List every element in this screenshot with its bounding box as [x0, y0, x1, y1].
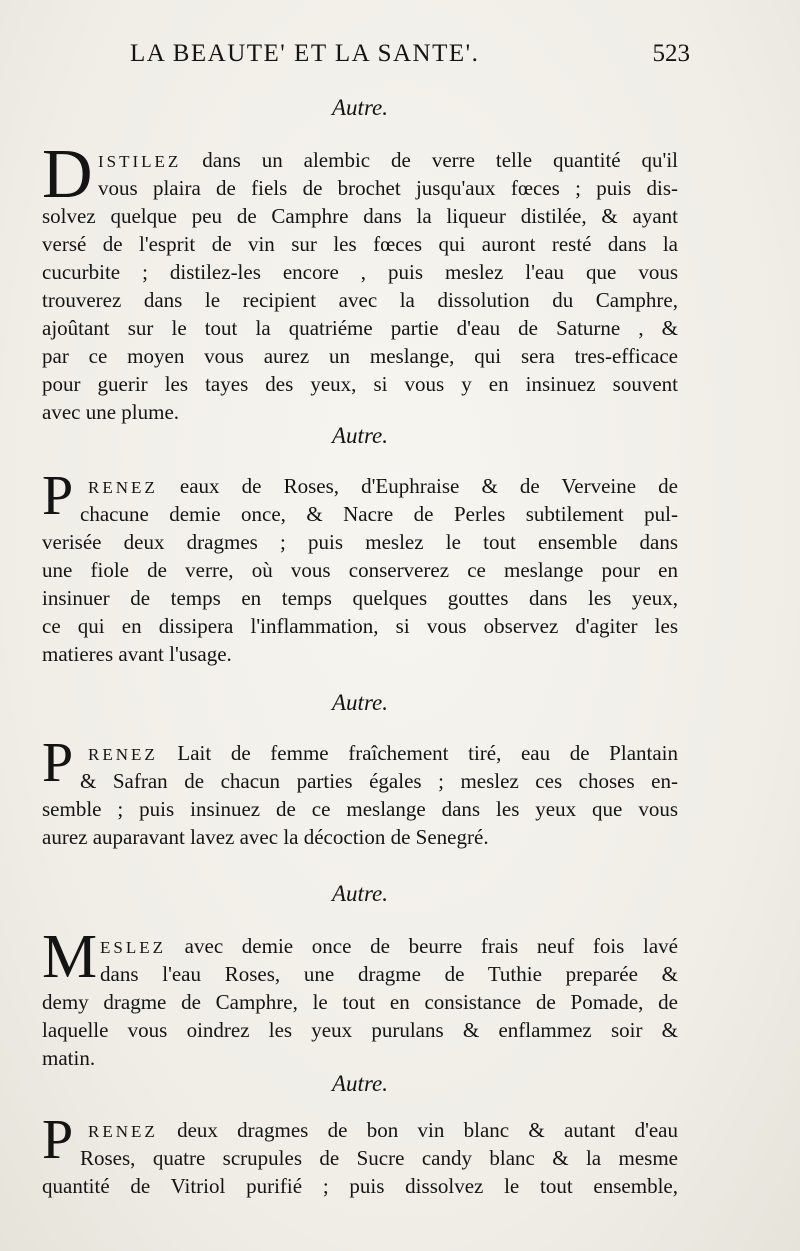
- page-number: 523: [652, 40, 690, 67]
- line-text: Lait de femme fraîchement tiré, eau de Plantain: [177, 741, 679, 765]
- section-heading: Autre.: [332, 423, 388, 448]
- paragraph-line: semble ; puis insinuez de ce meslange dans les yeux que vous: [42, 797, 678, 821]
- paragraph-line: versé de l'esprit de vin sur les fœces qui auront resté dans la: [42, 232, 678, 256]
- paragraph-line: cucurbite ; distilez-les encore , puis meslez l'eau que vous: [42, 260, 678, 284]
- section-heading: Autre.: [332, 95, 388, 120]
- drop-cap-letter: P: [42, 732, 74, 794]
- page-header: [130, 40, 690, 80]
- recipe-paragraph: [42, 923, 679, 1072]
- paragraph-line: Roses, quatre scrupules de Sucre candy blanc & la mesme: [80, 1146, 678, 1170]
- recipe-section: [42, 878, 678, 1072]
- paragraph-line: [42, 932, 678, 960]
- recipe-paragraph: [42, 732, 679, 851]
- opening-word: RENEZ: [88, 745, 158, 764]
- paragraph-line: ce qui en dissipera l'inflammation, si vous observez d'agiter les: [42, 614, 678, 638]
- paragraph-line: & Safran de chacun parties égales ; meslez ces choses en-: [80, 769, 678, 793]
- opening-word: ESLEZ: [100, 938, 166, 957]
- paragraph-line: [42, 739, 678, 767]
- paragraph-line: vous plaira de fiels de brochet jusqu'aux fœces ; puis dis-: [98, 176, 678, 200]
- paragraph-line: avec une plume.: [42, 400, 180, 424]
- opening-word: RENEZ: [88, 478, 158, 497]
- paragraph-line: [42, 1116, 678, 1144]
- paragraph-line: verisée deux dragmes ; puis meslez le tout ensemble dans: [42, 530, 678, 554]
- paragraph-line: laquelle vous oindrez les yeux purulans & enflammez soir &: [42, 1018, 678, 1042]
- recipe-paragraph: [42, 465, 678, 668]
- paragraph-line: solvez quelque peu de Camphre dans la liqueur distilée, & ayant: [42, 204, 678, 228]
- section-heading: Autre.: [332, 690, 388, 715]
- paragraph-line: matieres avant l'usage.: [42, 642, 232, 666]
- paragraph-line: par ce moyen vous aurez un meslange, qui sera tres-efficace: [42, 344, 678, 368]
- paragraph-line: matin.: [42, 1046, 96, 1070]
- drop-cap-letter: P: [42, 1109, 74, 1171]
- recipe-section: [42, 687, 678, 851]
- section-heading: Autre.: [332, 1071, 388, 1096]
- drop-cap-letter: M: [42, 923, 98, 991]
- recipe-paragraph: [42, 136, 679, 426]
- running-title: LA BEAUTE' ET LA SANTE'.: [130, 40, 480, 67]
- paragraph-line: ajoûtant sur le tout la quatriéme partie d'eau de Saturne , &: [42, 316, 678, 340]
- opening-word: RENEZ: [88, 1122, 158, 1141]
- recipe-paragraph: [42, 1109, 679, 1200]
- recipe-section: [42, 92, 678, 426]
- paragraph-line: chacune demie once, & Nacre de Perles subtilement pul-: [80, 502, 678, 526]
- section-heading: Autre.: [332, 881, 388, 906]
- paragraph-line: quantité de Vitriol purifié ; puis dissolvez le tout ensemble,: [42, 1174, 678, 1198]
- line-text: avec demie once de beurre frais neuf fois lavé: [184, 934, 679, 958]
- paragraph-line: insinuer de temps en temps quelques gouttes dans les yeux,: [42, 586, 678, 610]
- recipe-section: [42, 420, 678, 668]
- line-text: deux dragmes de bon vin blanc & autant d'eau: [177, 1118, 679, 1142]
- paragraph-line: dans l'eau Roses, une dragme de Tuthie preparée &: [100, 962, 678, 986]
- drop-cap-letter: D: [42, 136, 93, 213]
- opening-word: ISTILEZ: [98, 152, 182, 171]
- drop-cap-letter: P: [42, 465, 74, 527]
- paragraph-line: aurez auparavant lavez avec la décoction de Senegré.: [42, 825, 489, 849]
- paragraph-line: une fiole de verre, où vous conserverez ce meslange pour en: [42, 558, 678, 582]
- paragraph-line: trouverez dans le recipient avec la dissolution du Camphre,: [42, 288, 678, 312]
- paragraph-line: [42, 472, 678, 500]
- line-text: dans un alembic de verre telle quantité qu'il: [202, 148, 679, 172]
- paragraph-line: demy dragme de Camphre, le tout en consistance de Pomade, de: [42, 990, 678, 1014]
- paragraph-line: [42, 146, 678, 174]
- line-text: eaux de Roses, d'Euphraise & de Verveine de: [179, 474, 678, 498]
- paragraph-line: pour guerir les tayes des yeux, si vous y en insinuez souvent: [42, 372, 678, 396]
- recipe-section: [42, 1068, 678, 1200]
